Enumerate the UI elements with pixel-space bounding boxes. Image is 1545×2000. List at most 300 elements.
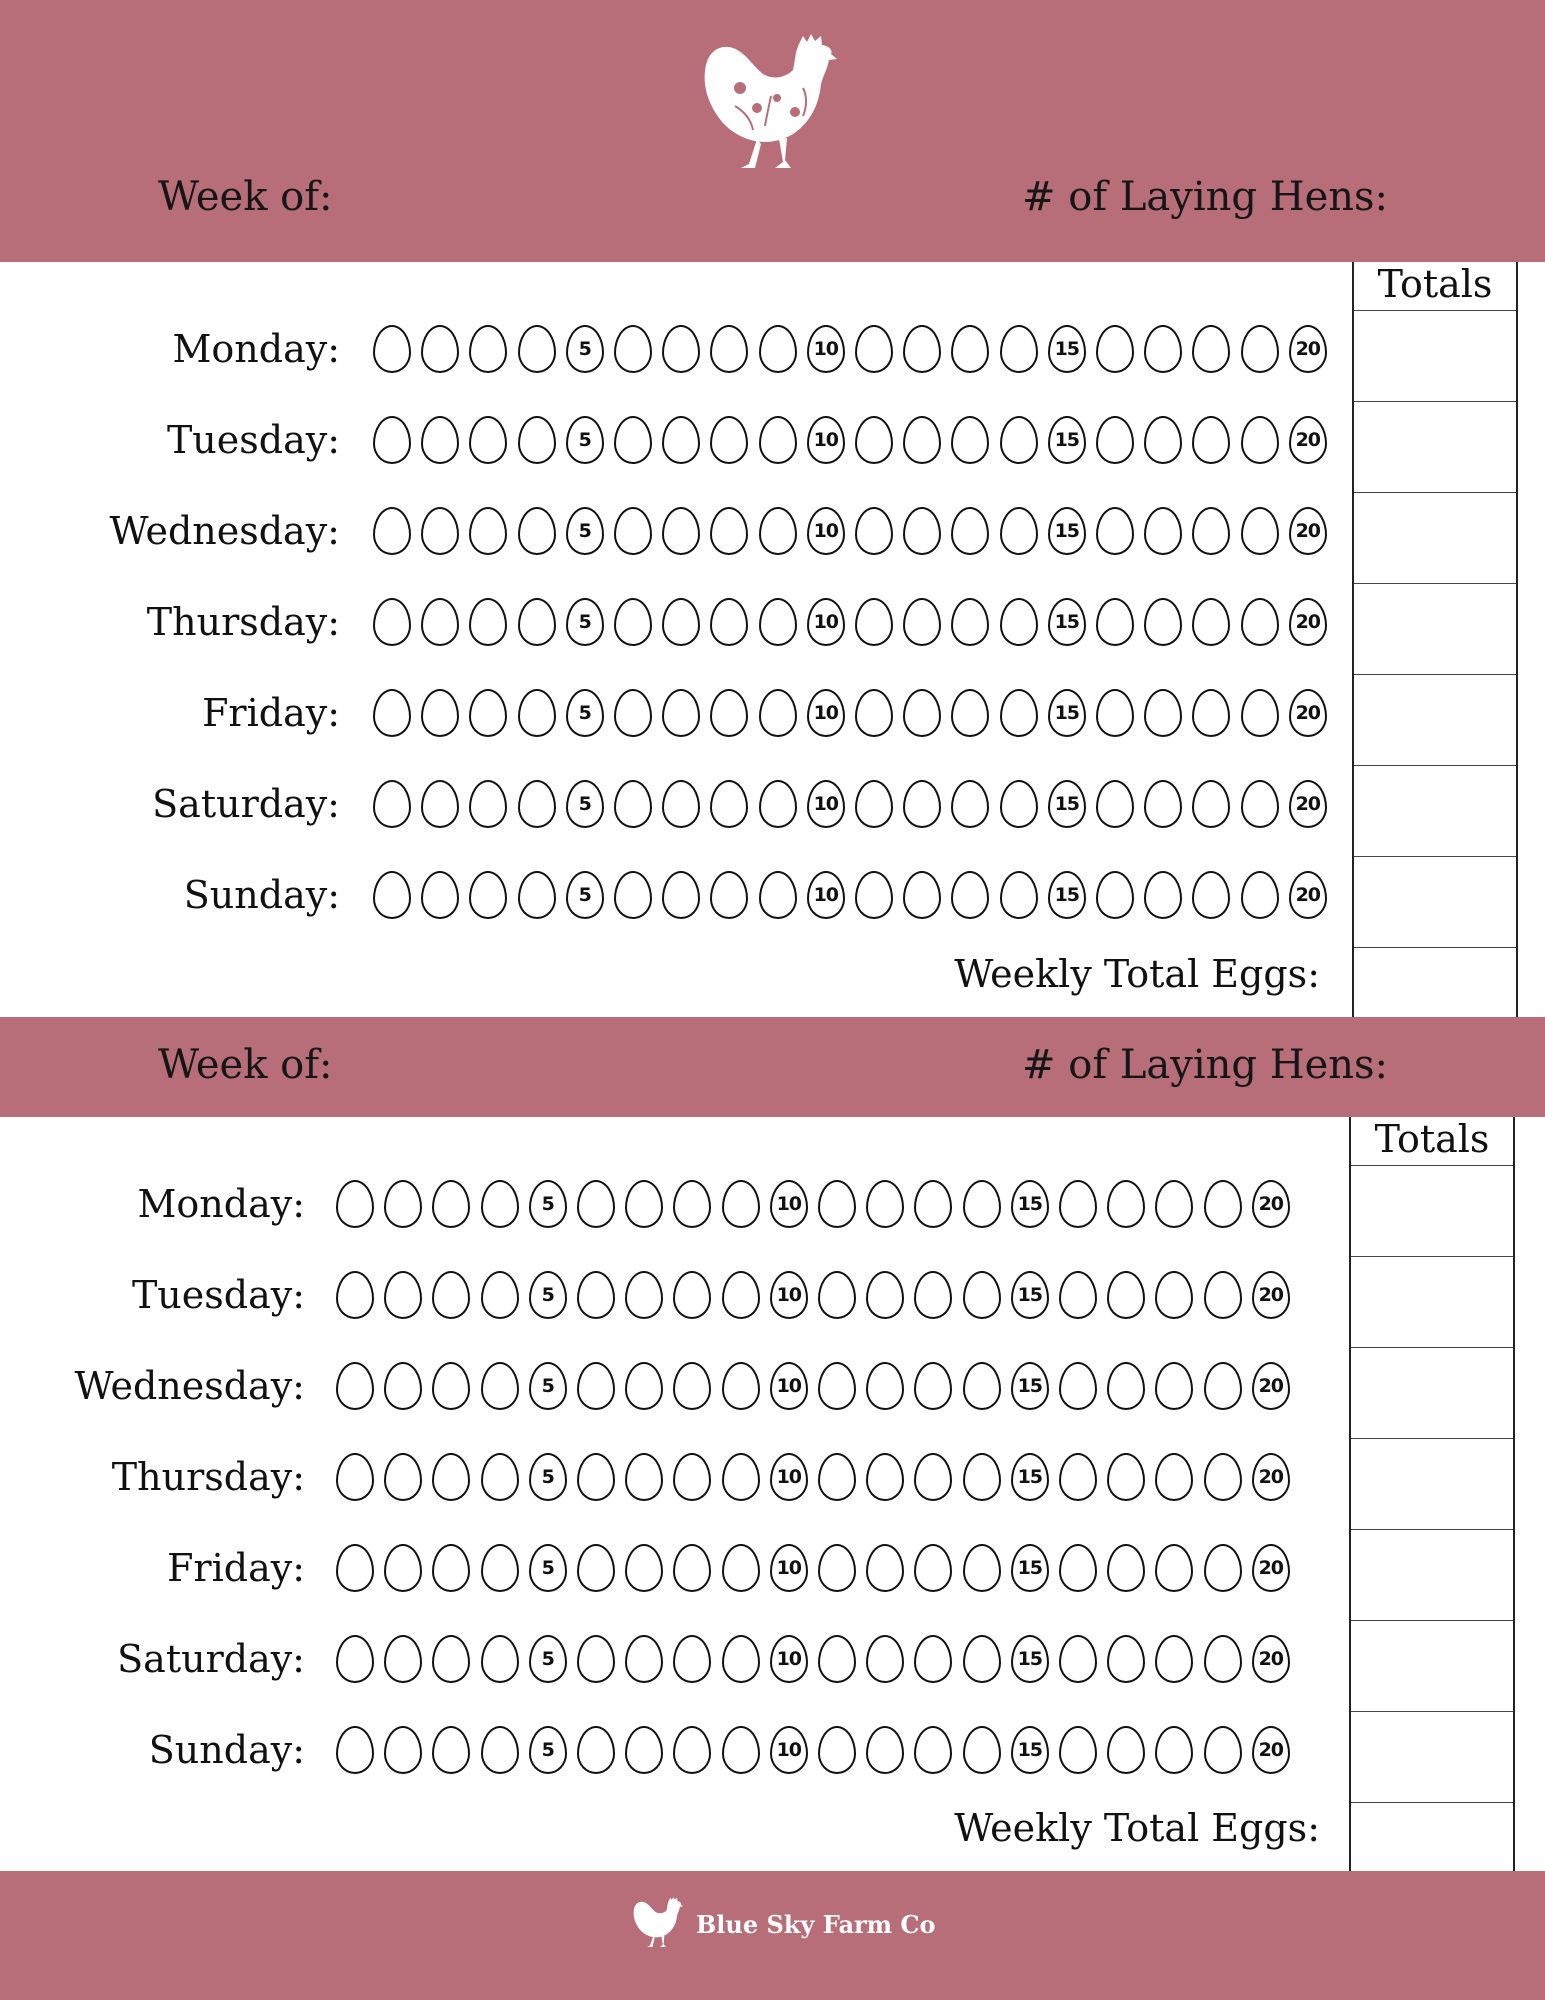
egg-bubble[interactable] bbox=[518, 598, 556, 646]
egg-bubble[interactable] bbox=[914, 1544, 952, 1592]
egg-bubble[interactable] bbox=[384, 1635, 422, 1683]
egg-bubble[interactable] bbox=[866, 1453, 904, 1501]
egg-bubble[interactable] bbox=[722, 1635, 760, 1683]
egg-bubble[interactable]: 10 bbox=[807, 689, 845, 737]
egg-bubble[interactable] bbox=[614, 780, 652, 828]
egg-bubble[interactable]: 15 bbox=[1048, 780, 1086, 828]
egg-bubble[interactable] bbox=[1155, 1362, 1193, 1410]
totals-row-divider bbox=[1354, 856, 1516, 857]
egg-bubble[interactable] bbox=[759, 598, 797, 646]
egg-bubble[interactable] bbox=[662, 780, 700, 828]
day-total-cell[interactable] bbox=[1351, 1167, 1509, 1254]
egg-bubble[interactable] bbox=[1144, 325, 1182, 373]
egg-bubble[interactable] bbox=[1000, 416, 1038, 464]
egg-bubble[interactable] bbox=[481, 1544, 519, 1592]
day-total-cell[interactable] bbox=[1354, 585, 1512, 672]
egg-bubble[interactable] bbox=[710, 416, 748, 464]
egg-bubble[interactable]: 15 bbox=[1011, 1635, 1049, 1683]
egg-bubble[interactable] bbox=[625, 1180, 663, 1228]
egg-bubble[interactable] bbox=[577, 1635, 615, 1683]
egg-bubble[interactable] bbox=[1192, 598, 1230, 646]
egg-bubble[interactable] bbox=[625, 1453, 663, 1501]
egg-bubble[interactable] bbox=[855, 780, 893, 828]
egg-bubble[interactable] bbox=[818, 1362, 856, 1410]
egg-bubble[interactable] bbox=[432, 1362, 470, 1410]
egg-bubble[interactable]: 5 bbox=[566, 598, 604, 646]
egg-bubble[interactable]: 15 bbox=[1011, 1362, 1049, 1410]
egg-bubble[interactable] bbox=[614, 325, 652, 373]
day-total-cell[interactable] bbox=[1354, 858, 1512, 945]
egg-bubble[interactable] bbox=[759, 871, 797, 919]
egg-bubble[interactable] bbox=[1096, 780, 1134, 828]
egg-bubble[interactable]: 5 bbox=[566, 780, 604, 828]
egg-bubble[interactable] bbox=[818, 1453, 856, 1501]
egg-bubble[interactable] bbox=[1192, 871, 1230, 919]
egg-bubble[interactable] bbox=[577, 1544, 615, 1592]
egg-bubble[interactable] bbox=[1000, 689, 1038, 737]
egg-bubble[interactable] bbox=[759, 416, 797, 464]
egg-bubble[interactable]: 20 bbox=[1252, 1544, 1290, 1592]
egg-bubble[interactable] bbox=[1204, 1362, 1242, 1410]
egg-bubble[interactable]: 10 bbox=[807, 325, 845, 373]
egg-bubble[interactable] bbox=[818, 1180, 856, 1228]
egg-bubble[interactable] bbox=[673, 1362, 711, 1410]
egg-bubble[interactable] bbox=[469, 416, 507, 464]
egg-bubble[interactable] bbox=[469, 689, 507, 737]
egg-bubble[interactable] bbox=[421, 416, 459, 464]
weekly-total-cell[interactable] bbox=[1354, 949, 1512, 1036]
egg-bubble[interactable] bbox=[1107, 1635, 1145, 1683]
egg-bubble[interactable]: 5 bbox=[529, 1635, 567, 1683]
egg-bubble[interactable] bbox=[614, 689, 652, 737]
egg-bubble[interactable] bbox=[384, 1362, 422, 1410]
egg-bubble[interactable] bbox=[866, 1544, 904, 1592]
egg-bubble[interactable] bbox=[1241, 416, 1279, 464]
egg-bubble[interactable]: 10 bbox=[770, 1635, 808, 1683]
egg-bubble[interactable]: 10 bbox=[770, 1544, 808, 1592]
egg-bubble[interactable] bbox=[336, 1635, 374, 1683]
egg-bubble[interactable] bbox=[577, 1180, 615, 1228]
egg-bubble[interactable] bbox=[577, 1271, 615, 1319]
egg-bubble[interactable]: 5 bbox=[566, 871, 604, 919]
egg-bubble[interactable] bbox=[662, 325, 700, 373]
egg-bubble[interactable] bbox=[469, 325, 507, 373]
egg-bubble[interactable] bbox=[951, 416, 989, 464]
egg-bubble[interactable]: 10 bbox=[807, 416, 845, 464]
egg-bubble[interactable] bbox=[1204, 1271, 1242, 1319]
egg-bubble[interactable] bbox=[384, 1544, 422, 1592]
egg-bubble[interactable] bbox=[1192, 416, 1230, 464]
egg-bubble[interactable] bbox=[963, 1180, 1001, 1228]
egg-bubble[interactable]: 10 bbox=[770, 1180, 808, 1228]
egg-bubble[interactable] bbox=[336, 1271, 374, 1319]
egg-bubble[interactable] bbox=[662, 689, 700, 737]
egg-bubble[interactable] bbox=[722, 1726, 760, 1774]
egg-bubble[interactable] bbox=[1155, 1544, 1193, 1592]
day-total-cell[interactable] bbox=[1354, 494, 1512, 581]
egg-bubble[interactable] bbox=[1204, 1726, 1242, 1774]
egg-bubble[interactable] bbox=[432, 1544, 470, 1592]
egg-bubble[interactable]: 20 bbox=[1252, 1635, 1290, 1683]
egg-bubble[interactable] bbox=[625, 1362, 663, 1410]
egg-bubble[interactable] bbox=[1192, 689, 1230, 737]
egg-bubble[interactable] bbox=[421, 507, 459, 555]
egg-bubble[interactable] bbox=[1000, 871, 1038, 919]
day-total-cell[interactable] bbox=[1351, 1258, 1509, 1345]
egg-bubble[interactable] bbox=[759, 780, 797, 828]
egg-bubble[interactable] bbox=[903, 871, 941, 919]
egg-bubble[interactable] bbox=[373, 325, 411, 373]
egg-bubble[interactable] bbox=[914, 1635, 952, 1683]
egg-bubble[interactable] bbox=[866, 1180, 904, 1228]
egg-bubble[interactable] bbox=[373, 416, 411, 464]
egg-bubble[interactable] bbox=[722, 1271, 760, 1319]
egg-bubble[interactable] bbox=[1144, 780, 1182, 828]
egg-bubble[interactable] bbox=[855, 689, 893, 737]
egg-bubble[interactable] bbox=[710, 780, 748, 828]
egg-bubble[interactable] bbox=[855, 507, 893, 555]
egg-bubble[interactable] bbox=[914, 1453, 952, 1501]
egg-bubble[interactable] bbox=[1204, 1180, 1242, 1228]
egg-bubble[interactable] bbox=[336, 1544, 374, 1592]
egg-bubble[interactable] bbox=[577, 1362, 615, 1410]
egg-bubble[interactable] bbox=[373, 689, 411, 737]
egg-bubble[interactable] bbox=[903, 689, 941, 737]
egg-bubble[interactable] bbox=[722, 1180, 760, 1228]
egg-bubble[interactable] bbox=[1059, 1726, 1097, 1774]
egg-bubble[interactable] bbox=[625, 1544, 663, 1592]
egg-bubble[interactable] bbox=[1204, 1453, 1242, 1501]
egg-bubble[interactable]: 5 bbox=[566, 416, 604, 464]
egg-bubble[interactable] bbox=[1107, 1453, 1145, 1501]
egg-bubble[interactable] bbox=[336, 1180, 374, 1228]
egg-bubble[interactable] bbox=[855, 416, 893, 464]
egg-bubble[interactable] bbox=[518, 416, 556, 464]
egg-bubble[interactable] bbox=[1155, 1271, 1193, 1319]
egg-bubble[interactable] bbox=[673, 1453, 711, 1501]
egg-bubble[interactable] bbox=[1107, 1271, 1145, 1319]
egg-bubble[interactable] bbox=[1096, 416, 1134, 464]
egg-bubble[interactable] bbox=[914, 1180, 952, 1228]
egg-bubble[interactable] bbox=[673, 1271, 711, 1319]
egg-bubble[interactable] bbox=[866, 1635, 904, 1683]
egg-bubble[interactable] bbox=[577, 1726, 615, 1774]
egg-bubble[interactable] bbox=[518, 780, 556, 828]
egg-bubble[interactable] bbox=[710, 871, 748, 919]
egg-bubble[interactable] bbox=[818, 1271, 856, 1319]
day-total-cell[interactable] bbox=[1351, 1713, 1509, 1800]
egg-bubble[interactable] bbox=[421, 689, 459, 737]
egg-bubble[interactable] bbox=[866, 1362, 904, 1410]
egg-bubble[interactable] bbox=[914, 1726, 952, 1774]
egg-bubble[interactable] bbox=[1155, 1180, 1193, 1228]
egg-bubble[interactable] bbox=[673, 1544, 711, 1592]
egg-bubble[interactable] bbox=[432, 1180, 470, 1228]
egg-bubble[interactable] bbox=[577, 1453, 615, 1501]
egg-bubble[interactable]: 20 bbox=[1289, 689, 1327, 737]
egg-bubble[interactable] bbox=[818, 1726, 856, 1774]
egg-bubble[interactable] bbox=[432, 1453, 470, 1501]
egg-bubble[interactable] bbox=[481, 1726, 519, 1774]
egg-bubble[interactable] bbox=[1000, 598, 1038, 646]
egg-bubble[interactable]: 20 bbox=[1252, 1180, 1290, 1228]
egg-bubble[interactable] bbox=[1192, 325, 1230, 373]
egg-bubble[interactable]: 5 bbox=[529, 1726, 567, 1774]
egg-bubble[interactable] bbox=[1155, 1726, 1193, 1774]
egg-bubble[interactable] bbox=[384, 1453, 422, 1501]
egg-bubble[interactable] bbox=[421, 871, 459, 919]
egg-bubble[interactable] bbox=[1107, 1180, 1145, 1228]
egg-bubble[interactable]: 20 bbox=[1289, 871, 1327, 919]
egg-bubble[interactable] bbox=[710, 598, 748, 646]
egg-bubble[interactable] bbox=[481, 1271, 519, 1319]
egg-bubble[interactable] bbox=[614, 598, 652, 646]
egg-bubble[interactable] bbox=[951, 689, 989, 737]
egg-bubble[interactable] bbox=[1059, 1271, 1097, 1319]
egg-bubble[interactable]: 10 bbox=[807, 598, 845, 646]
egg-bubble[interactable] bbox=[673, 1635, 711, 1683]
egg-bubble[interactable] bbox=[963, 1453, 1001, 1501]
egg-bubble[interactable] bbox=[1144, 871, 1182, 919]
egg-bubble[interactable] bbox=[518, 507, 556, 555]
egg-bubble[interactable] bbox=[1241, 325, 1279, 373]
egg-bubble[interactable] bbox=[518, 689, 556, 737]
egg-bubble[interactable]: 15 bbox=[1011, 1453, 1049, 1501]
egg-bubble[interactable]: 20 bbox=[1289, 598, 1327, 646]
egg-bubble[interactable] bbox=[1096, 325, 1134, 373]
egg-bubble[interactable] bbox=[384, 1271, 422, 1319]
day-total-cell[interactable] bbox=[1354, 403, 1512, 490]
egg-bubble[interactable] bbox=[710, 507, 748, 555]
egg-bubble[interactable]: 20 bbox=[1289, 780, 1327, 828]
egg-bubble[interactable]: 15 bbox=[1011, 1726, 1049, 1774]
egg-bubble[interactable] bbox=[1144, 598, 1182, 646]
egg-bubble[interactable] bbox=[481, 1453, 519, 1501]
egg-bubble[interactable] bbox=[1241, 780, 1279, 828]
egg-bubble[interactable] bbox=[722, 1453, 760, 1501]
egg-bubble[interactable] bbox=[1107, 1362, 1145, 1410]
egg-bubble[interactable] bbox=[1059, 1635, 1097, 1683]
egg-bubble[interactable] bbox=[481, 1180, 519, 1228]
day-total-cell[interactable] bbox=[1351, 1531, 1509, 1618]
weekly-total-label: Weekly Total Eggs: bbox=[954, 952, 1320, 996]
egg-bubble[interactable] bbox=[625, 1635, 663, 1683]
egg-bubble[interactable] bbox=[951, 507, 989, 555]
egg-bubble[interactable] bbox=[1059, 1544, 1097, 1592]
egg-bubble[interactable] bbox=[818, 1635, 856, 1683]
egg-bubble[interactable] bbox=[373, 780, 411, 828]
egg-bubble[interactable] bbox=[1192, 780, 1230, 828]
egg-bubble[interactable] bbox=[432, 1635, 470, 1683]
egg-bubble[interactable] bbox=[710, 325, 748, 373]
egg-bubble[interactable] bbox=[1241, 598, 1279, 646]
egg-bubble[interactable] bbox=[614, 507, 652, 555]
egg-bubble[interactable]: 20 bbox=[1289, 507, 1327, 555]
egg-bubble[interactable] bbox=[951, 780, 989, 828]
egg-bubble[interactable] bbox=[1000, 780, 1038, 828]
day-total-cell[interactable] bbox=[1354, 312, 1512, 399]
egg-bubble[interactable]: 5 bbox=[529, 1453, 567, 1501]
egg-bubble[interactable]: 10 bbox=[770, 1362, 808, 1410]
egg-bubble[interactable] bbox=[1155, 1635, 1193, 1683]
egg-bubble[interactable] bbox=[614, 416, 652, 464]
egg-bubble[interactable]: 15 bbox=[1048, 325, 1086, 373]
egg-bubble[interactable] bbox=[518, 871, 556, 919]
egg-bubble[interactable] bbox=[518, 325, 556, 373]
egg-bubble[interactable] bbox=[855, 871, 893, 919]
egg-bubble[interactable]: 15 bbox=[1011, 1544, 1049, 1592]
egg-bubble[interactable] bbox=[336, 1453, 374, 1501]
egg-bubble[interactable]: 15 bbox=[1048, 689, 1086, 737]
egg-bubble[interactable] bbox=[421, 325, 459, 373]
egg-bubble[interactable] bbox=[421, 780, 459, 828]
egg-bubble[interactable] bbox=[759, 689, 797, 737]
egg-bubble[interactable] bbox=[469, 507, 507, 555]
egg-bubble[interactable] bbox=[1204, 1635, 1242, 1683]
egg-bubble[interactable] bbox=[625, 1726, 663, 1774]
egg-bubble[interactable] bbox=[963, 1271, 1001, 1319]
egg-bubble[interactable]: 5 bbox=[566, 325, 604, 373]
egg-bubble[interactable] bbox=[1059, 1453, 1097, 1501]
egg-bubble[interactable]: 15 bbox=[1048, 416, 1086, 464]
egg-bubble[interactable] bbox=[722, 1544, 760, 1592]
egg-bubble[interactable] bbox=[1241, 689, 1279, 737]
egg-bubble[interactable]: 5 bbox=[529, 1271, 567, 1319]
egg-bubble[interactable]: 10 bbox=[770, 1271, 808, 1319]
egg-bubble[interactable]: 10 bbox=[807, 507, 845, 555]
egg-bubble[interactable] bbox=[903, 780, 941, 828]
egg-bubble[interactable] bbox=[432, 1726, 470, 1774]
egg-bubble[interactable] bbox=[384, 1726, 422, 1774]
egg-bubble[interactable] bbox=[1155, 1453, 1193, 1501]
egg-bubble[interactable] bbox=[1144, 689, 1182, 737]
day-total-cell[interactable] bbox=[1351, 1622, 1509, 1709]
egg-bubble[interactable]: 15 bbox=[1048, 507, 1086, 555]
egg-bubble[interactable] bbox=[963, 1726, 1001, 1774]
egg-bubble[interactable] bbox=[914, 1271, 952, 1319]
egg-bubble[interactable] bbox=[1192, 507, 1230, 555]
egg-bubble[interactable] bbox=[662, 507, 700, 555]
egg-bubble[interactable] bbox=[336, 1726, 374, 1774]
egg-bubble[interactable] bbox=[963, 1544, 1001, 1592]
egg-bubble[interactable] bbox=[373, 871, 411, 919]
day-total-cell[interactable] bbox=[1354, 767, 1512, 854]
egg-bubble[interactable] bbox=[469, 871, 507, 919]
egg-bubble[interactable] bbox=[625, 1271, 663, 1319]
weekly-total-cell[interactable] bbox=[1351, 1804, 1509, 1891]
egg-bubble[interactable] bbox=[866, 1271, 904, 1319]
egg-bubble[interactable] bbox=[384, 1180, 422, 1228]
day-total-cell[interactable] bbox=[1351, 1440, 1509, 1527]
egg-bubble[interactable] bbox=[1096, 598, 1134, 646]
egg-bubble[interactable]: 10 bbox=[807, 871, 845, 919]
egg-bubble[interactable] bbox=[914, 1362, 952, 1410]
egg-bubble[interactable] bbox=[662, 598, 700, 646]
egg-bubble[interactable]: 15 bbox=[1011, 1271, 1049, 1319]
egg-bubble[interactable]: 20 bbox=[1252, 1453, 1290, 1501]
egg-bubble[interactable] bbox=[1241, 871, 1279, 919]
egg-bubble[interactable]: 20 bbox=[1252, 1726, 1290, 1774]
egg-bubble[interactable] bbox=[1107, 1726, 1145, 1774]
egg-bubble[interactable] bbox=[759, 507, 797, 555]
egg-bubble[interactable]: 5 bbox=[566, 507, 604, 555]
egg-bubble[interactable]: 15 bbox=[1011, 1180, 1049, 1228]
egg-bubble[interactable] bbox=[866, 1726, 904, 1774]
egg-bubble[interactable] bbox=[1096, 871, 1134, 919]
egg-bubble[interactable] bbox=[903, 325, 941, 373]
egg-bubble[interactable] bbox=[1096, 689, 1134, 737]
egg-bubble[interactable] bbox=[855, 598, 893, 646]
egg-bubble[interactable] bbox=[903, 416, 941, 464]
egg-bubble[interactable] bbox=[469, 780, 507, 828]
egg-bubble[interactable] bbox=[662, 871, 700, 919]
egg-bubble[interactable]: 10 bbox=[770, 1726, 808, 1774]
egg-bubble[interactable] bbox=[1000, 325, 1038, 373]
egg-bubble[interactable] bbox=[1059, 1362, 1097, 1410]
egg-bubble[interactable]: 20 bbox=[1289, 416, 1327, 464]
egg-bubble[interactable] bbox=[1000, 507, 1038, 555]
egg-bubble[interactable]: 5 bbox=[529, 1362, 567, 1410]
egg-bubble[interactable]: 20 bbox=[1252, 1271, 1290, 1319]
egg-bubble[interactable]: 15 bbox=[1048, 871, 1086, 919]
egg-bubble[interactable]: 15 bbox=[1048, 598, 1086, 646]
egg-bubble[interactable]: 20 bbox=[1252, 1362, 1290, 1410]
day-total-cell[interactable] bbox=[1351, 1349, 1509, 1436]
egg-bubble[interactable] bbox=[951, 325, 989, 373]
egg-bubble[interactable] bbox=[481, 1362, 519, 1410]
egg-bubble[interactable] bbox=[951, 871, 989, 919]
egg-bubble[interactable] bbox=[373, 598, 411, 646]
egg-bubble[interactable] bbox=[662, 416, 700, 464]
egg-bubble[interactable] bbox=[1096, 507, 1134, 555]
egg-bubble[interactable] bbox=[432, 1271, 470, 1319]
egg-bubble[interactable] bbox=[1144, 416, 1182, 464]
egg-bubble[interactable] bbox=[963, 1635, 1001, 1683]
egg-bubble[interactable]: 5 bbox=[529, 1180, 567, 1228]
egg-bubble[interactable] bbox=[373, 507, 411, 555]
egg-bubble[interactable] bbox=[469, 598, 507, 646]
egg-bubble[interactable]: 5 bbox=[566, 689, 604, 737]
egg-bubble[interactable]: 20 bbox=[1289, 325, 1327, 373]
egg-bubble[interactable] bbox=[722, 1362, 760, 1410]
egg-bubble[interactable] bbox=[1241, 507, 1279, 555]
egg-bubble[interactable] bbox=[951, 598, 989, 646]
egg-bubble[interactable] bbox=[421, 598, 459, 646]
day-label: Tuesday: bbox=[131, 1273, 305, 1317]
egg-bubble[interactable]: 10 bbox=[807, 780, 845, 828]
egg-bubble[interactable] bbox=[1144, 507, 1182, 555]
day-total-cell[interactable] bbox=[1354, 676, 1512, 763]
egg-bubble[interactable] bbox=[673, 1726, 711, 1774]
egg-bubble[interactable]: 5 bbox=[529, 1544, 567, 1592]
egg-bubble[interactable] bbox=[759, 325, 797, 373]
egg-bubble[interactable] bbox=[818, 1544, 856, 1592]
egg-bubble[interactable] bbox=[855, 325, 893, 373]
egg-bubble[interactable] bbox=[1204, 1544, 1242, 1592]
egg-bubble[interactable] bbox=[903, 598, 941, 646]
egg-bubble[interactable] bbox=[710, 689, 748, 737]
egg-bubble[interactable] bbox=[1107, 1544, 1145, 1592]
egg-bubble[interactable]: 10 bbox=[770, 1453, 808, 1501]
egg-bubble[interactable] bbox=[963, 1362, 1001, 1410]
egg-bubble[interactable] bbox=[481, 1635, 519, 1683]
egg-bubble[interactable] bbox=[336, 1362, 374, 1410]
egg-bubble[interactable] bbox=[614, 871, 652, 919]
egg-bubble[interactable] bbox=[903, 507, 941, 555]
totals-row-divider bbox=[1351, 1347, 1513, 1348]
egg-bubble[interactable] bbox=[1059, 1180, 1097, 1228]
egg-bubble[interactable] bbox=[673, 1180, 711, 1228]
